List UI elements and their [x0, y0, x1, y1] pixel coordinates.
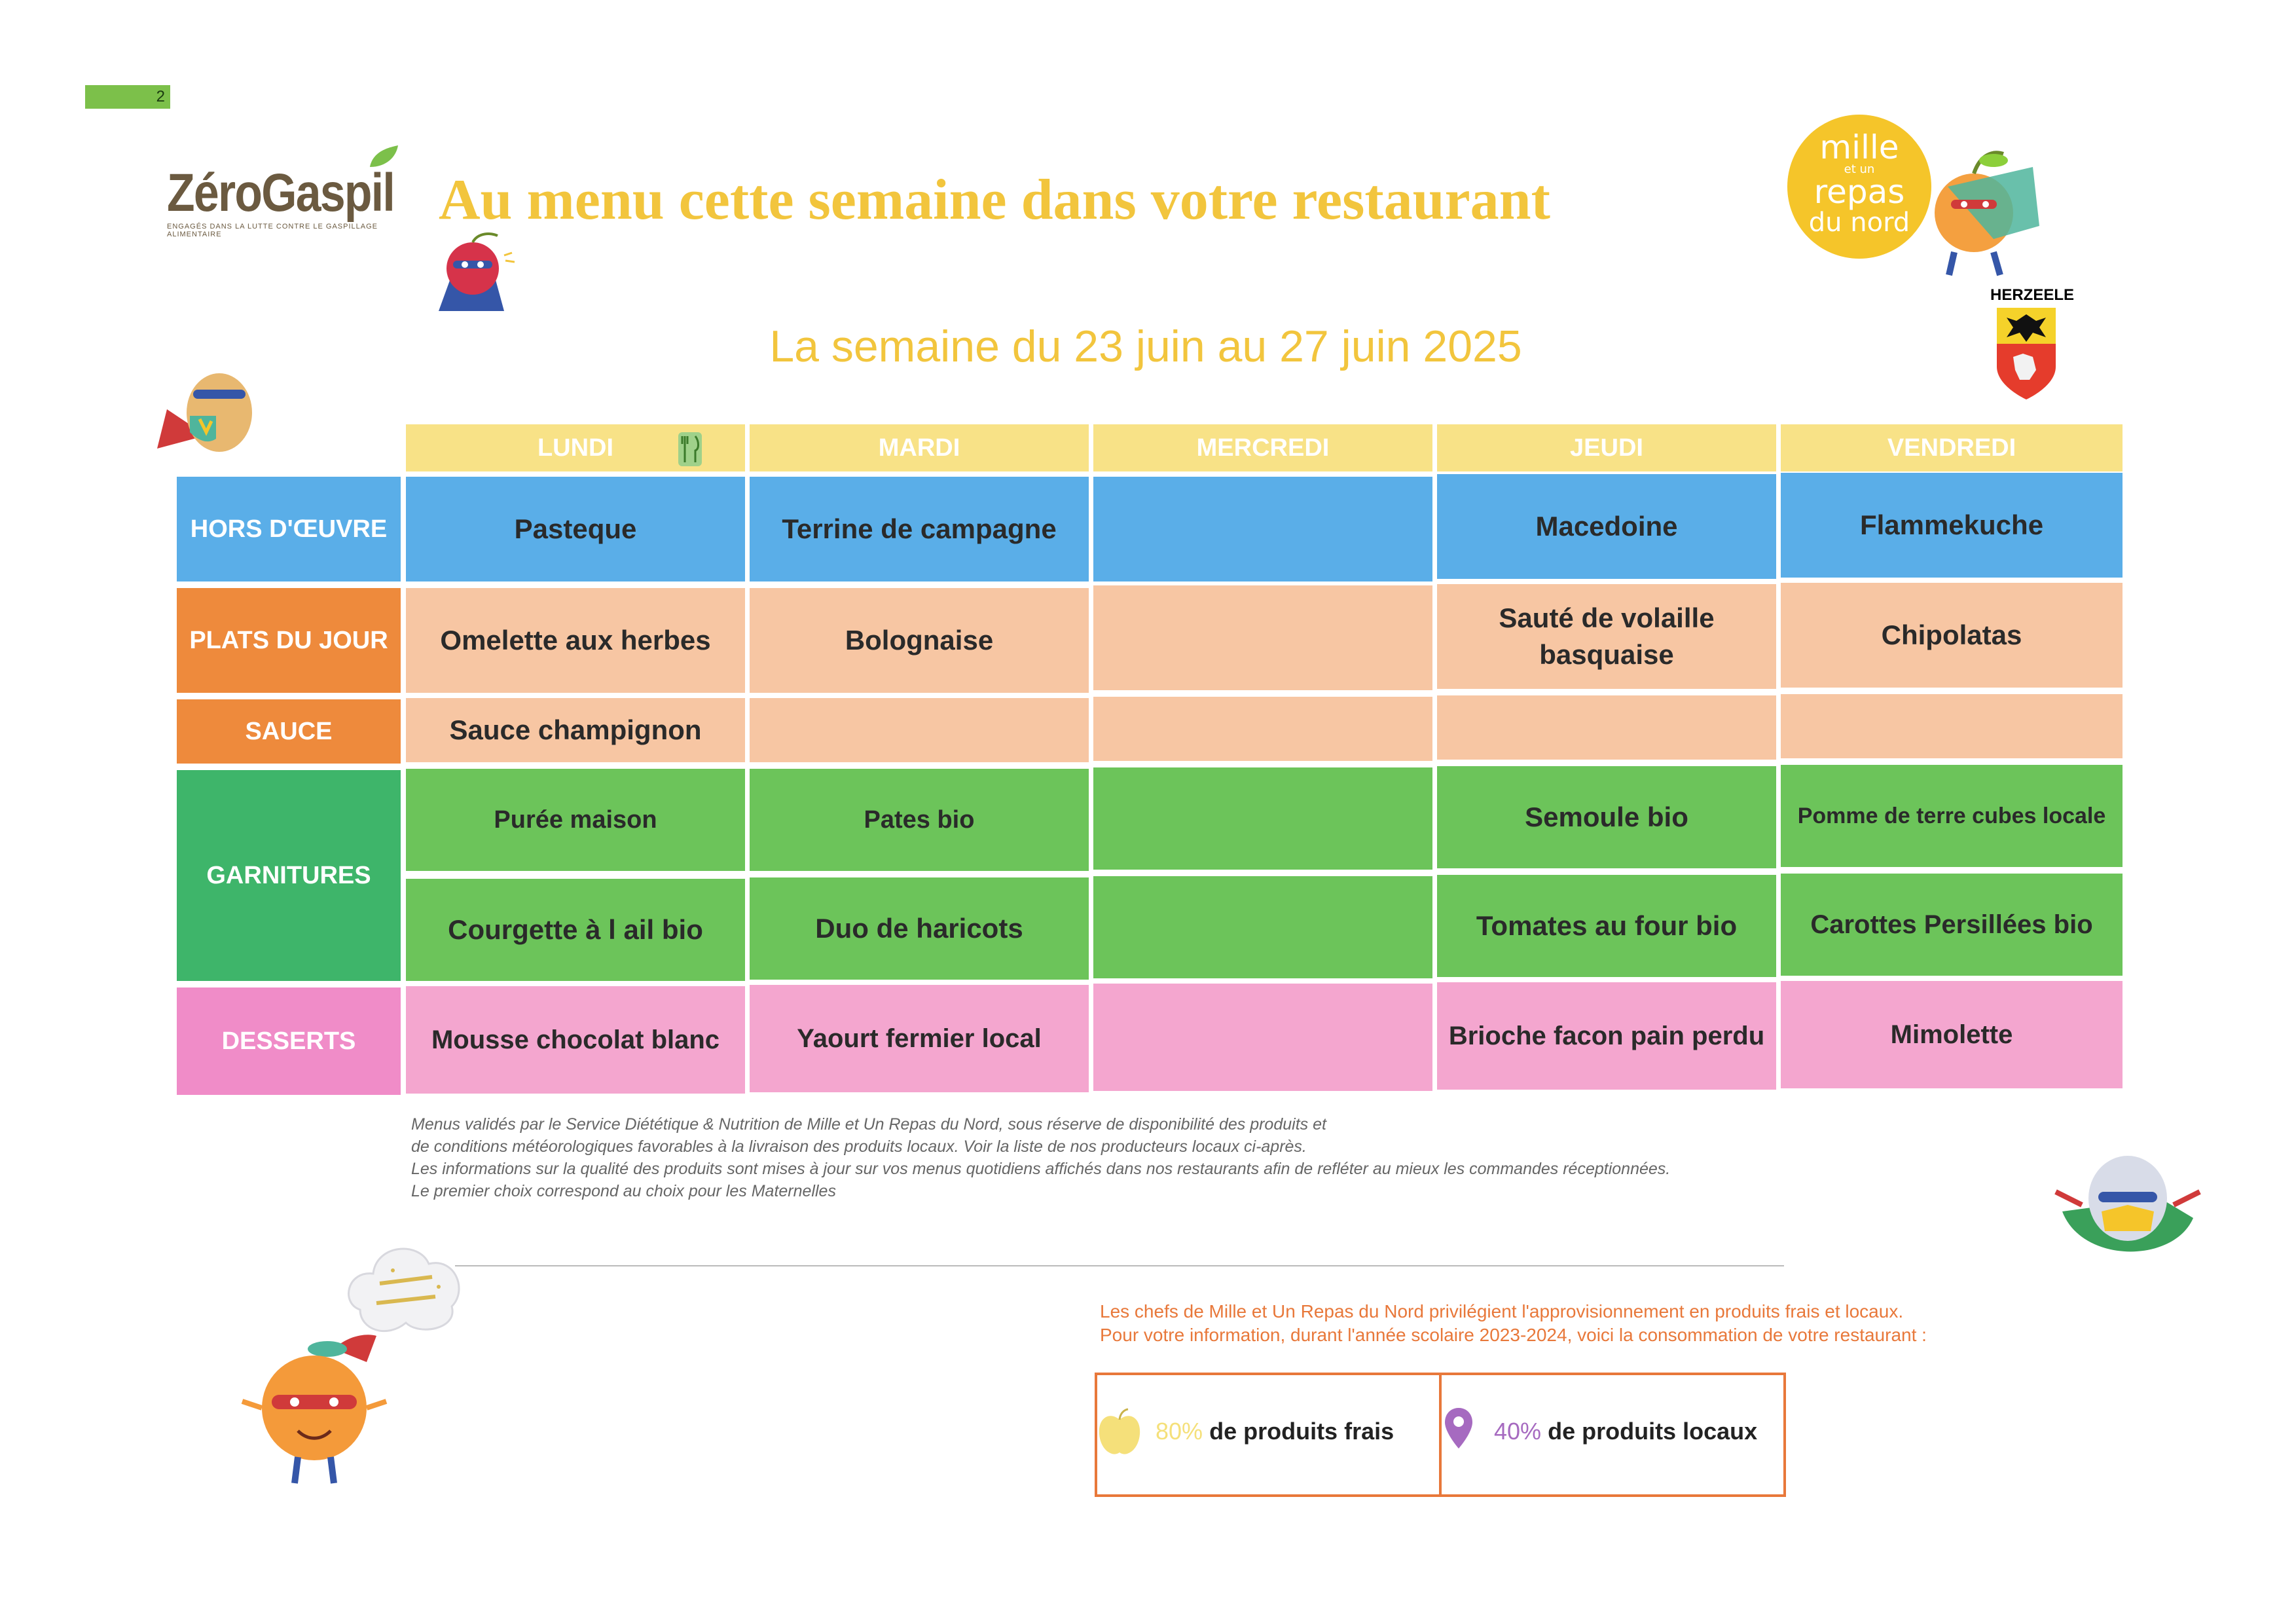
- menu-cell: Pomme de terre cubes locale: [1781, 765, 2123, 867]
- mille-logo-line1: mille: [1819, 128, 1899, 166]
- mille-et-un-repas-logo: [1777, 115, 2052, 285]
- zerogaspil-tagline: ENGAGÉS DANS LA LUTTE CONTRE LE GASPILLAGE ALIMENTAIRE: [167, 223, 378, 238]
- chefs-notice-line: Pour votre information, durant l'année scolaire 2023-2024, voici la consommation de votre restaurant :: [1100, 1325, 1927, 1345]
- mille-logo-line4: du nord: [1808, 208, 1910, 238]
- page-title: Au menu cette semaine dans votre restaurant: [439, 168, 1550, 232]
- week-subtitle: La semaine du 23 juin au 27 juin 2025: [769, 322, 1522, 371]
- stat-local-label: de produits locaux: [1548, 1418, 1758, 1445]
- divider: [455, 1265, 1784, 1266]
- menu-cell: Mousse chocolat blanc: [406, 986, 745, 1094]
- menu-cell: Chipolatas: [1781, 583, 2123, 688]
- menu-cell: Mimolette: [1781, 981, 2123, 1088]
- day-label: LUNDI: [537, 434, 614, 462]
- menu-cell: Omelette aux herbes: [406, 588, 745, 693]
- stat-fresh: [1156, 1418, 1394, 1445]
- menu-cell: Yaourt fermier local: [750, 985, 1089, 1092]
- menu-cell: [1093, 477, 1432, 581]
- disclaimer-line: de conditions météorologiques favorables à la livraison des produits locaux. Voir la liste de nos producteurs locaux ci-après.: [411, 1137, 1307, 1156]
- mille-logo-line3: repas: [1813, 173, 1905, 211]
- menu-cell: Bolognaise: [750, 588, 1089, 693]
- stat-fresh-percent: 80%: [1156, 1418, 1203, 1445]
- disclaimer-line: Menus validés par le Service Diététique & Nutrition de Mille et Un Repas du Nord, sous réserve de disponibilité des produits et: [411, 1115, 1326, 1134]
- leaf-icon: [367, 144, 399, 170]
- menu-cell: Sauté de volaille basquaise: [1437, 584, 1776, 689]
- menu-cell: Sauce champignon: [406, 698, 745, 762]
- mille-logo-line2: et un: [1844, 162, 1875, 176]
- garlic-mascot-icon: [2043, 1139, 2213, 1264]
- apple-icon: [1097, 1408, 1142, 1458]
- herzeele-shield-icon: [1997, 308, 2056, 399]
- menu-cell: Macedoine: [1437, 474, 1776, 579]
- orange-mascot-icon: [236, 1323, 393, 1493]
- cherry-mascot-icon: [432, 229, 524, 314]
- potato-mascot-icon: [154, 363, 265, 468]
- menu-cell: Tomates au four bio: [1437, 875, 1776, 977]
- menu-cell: Brioche facon pain perdu: [1437, 982, 1776, 1090]
- menu-cell: Semoule bio: [1437, 766, 1776, 868]
- stats-divider: [1439, 1373, 1442, 1497]
- chefs-notice: [1100, 1300, 2147, 1347]
- menu-cell: Purée maison: [406, 769, 745, 871]
- row-label-desserts: DESSERTS: [177, 987, 401, 1095]
- menu-cell: Terrine de campagne: [750, 477, 1089, 581]
- menu-cell: [1093, 767, 1432, 870]
- vegetarian-icon: [676, 430, 704, 469]
- zerogaspil-logo: [167, 164, 403, 236]
- menu-cell: Duo de haricots: [750, 877, 1089, 980]
- menu-cell: [1093, 876, 1432, 978]
- menu-cell: [750, 698, 1089, 762]
- row-label-hors-oeuvre: HORS D'ŒUVRE: [177, 477, 401, 581]
- stat-fresh-label: de produits frais: [1209, 1418, 1394, 1445]
- day-header-mercredi: MERCREDI: [1093, 424, 1432, 471]
- menu-cell: Courgette à l ail bio: [406, 879, 745, 981]
- stat-local: [1494, 1418, 1757, 1445]
- menu-cell: [1093, 585, 1432, 690]
- row-label-sauce: SAUCE: [177, 699, 401, 764]
- menu-cell: Flammekuche: [1781, 473, 2123, 578]
- day-header-lundi: [406, 424, 745, 471]
- day-header-jeudi: JEUDI: [1437, 424, 1776, 471]
- chefs-notice-line: Les chefs de Mille et Un Repas du Nord privilégient l'approvisionnement en produits frais et locaux.: [1100, 1301, 1904, 1321]
- menu-cell: Pates bio: [750, 769, 1089, 871]
- menu-cell: [1093, 984, 1432, 1091]
- zerogaspil-logo-text: ZéroGaspil: [167, 163, 395, 223]
- menu-cell: [1781, 694, 2123, 758]
- menu-cell: Carottes Persillées bio: [1781, 874, 2123, 976]
- menu-cell: [1093, 697, 1432, 761]
- page-number-tag: 2: [85, 85, 170, 109]
- location-pin-icon: [1444, 1407, 1474, 1450]
- day-header-mardi: MARDI: [750, 424, 1089, 471]
- stat-local-percent: 40%: [1494, 1418, 1542, 1445]
- disclaimer-line: Les informations sur la qualité des produits sont mises à jour sur vos menus quotidiens affichés dans nos restaurants afin de refléter au mieux les commandes réceptionnées.: [411, 1160, 1671, 1178]
- menu-cell: [1437, 695, 1776, 760]
- disclaimer-text: [411, 1113, 1917, 1202]
- row-label-plats-du-jour: PLATS DU JOUR: [177, 588, 401, 693]
- disclaimer-line: Le premier choix correspond au choix pour les Maternelles: [411, 1182, 836, 1200]
- row-label-garnitures: GARNITURES: [177, 770, 401, 981]
- menu-cell: Pasteque: [406, 477, 745, 581]
- herzeele-label: HERZEELE: [1990, 286, 2075, 304]
- day-header-vendredi: VENDREDI: [1781, 424, 2123, 471]
